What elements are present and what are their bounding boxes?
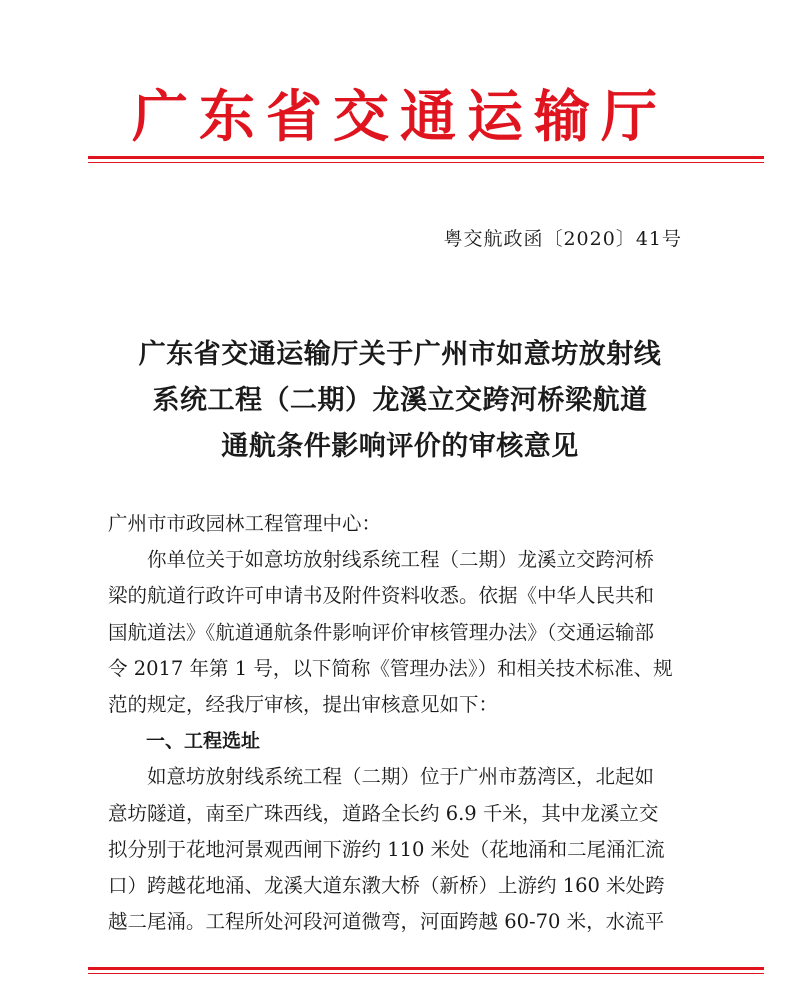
paragraph-line: 意坊隧道，南至广珠西线，道路全长约 6.9 千米，其中龙溪立交: [108, 801, 659, 825]
document-body: [108, 506, 718, 940]
document-number: 粤交航政函〔2020〕41号: [443, 228, 682, 250]
title-line-3: 通航条件影响评价的审核意见: [221, 431, 579, 462]
section-heading: 一、工程选址: [146, 730, 261, 753]
footer-rule-thick: [88, 967, 764, 970]
paragraph-2: [108, 759, 718, 940]
paragraph-1: [108, 542, 718, 723]
paragraph-line: 越二尾涌。工程所处河段河道微弯，河面跨越 60-70 米，水流平: [108, 910, 665, 934]
letterhead-rule-thick: [88, 156, 764, 159]
paragraph-line: 令 2017 年第 1 号，以下简称《管理办法》）和相关技术标准、规: [108, 656, 673, 680]
footer-rule-thin: [88, 973, 764, 974]
paragraph-line: 拟分别于花地河景观西闸下游约 110 米处（花地涌和二尾涌汇流: [108, 837, 665, 861]
salutation: 广州市市政园林工程管理中心：: [108, 512, 382, 535]
paragraph-line: 范的规定，经我厅审核，提出审核意见如下：: [108, 693, 499, 717]
paragraph-line: 如意坊放射线系统工程（二期）位于广州市荔湾区，北起如: [147, 765, 655, 789]
document-title: [60, 332, 740, 470]
letterhead-rule-thin: [88, 162, 764, 163]
paragraph-line: 口）跨越花地涌、龙溪大道东漖大桥（新桥）上游约 160 米处跨: [108, 874, 665, 898]
paragraph-line: 梁的航道行政许可申请书及附件资料收悉。依据《中华人民共和: [108, 584, 655, 608]
paragraph-line: 国航道法》《航道通航条件影响评价审核管理办法》（交通运输部: [108, 620, 655, 644]
title-line-1: 广东省交通运输厅关于广州市如意坊放射线: [138, 339, 662, 370]
letterhead-title: 广东省交通运输厅: [132, 84, 668, 150]
paragraph-line: 你单位关于如意坊放射线系统工程（二期）龙溪立交跨河桥: [147, 548, 655, 572]
title-line-2: 系统工程（二期）龙溪立交跨河桥梁航道: [152, 385, 648, 416]
